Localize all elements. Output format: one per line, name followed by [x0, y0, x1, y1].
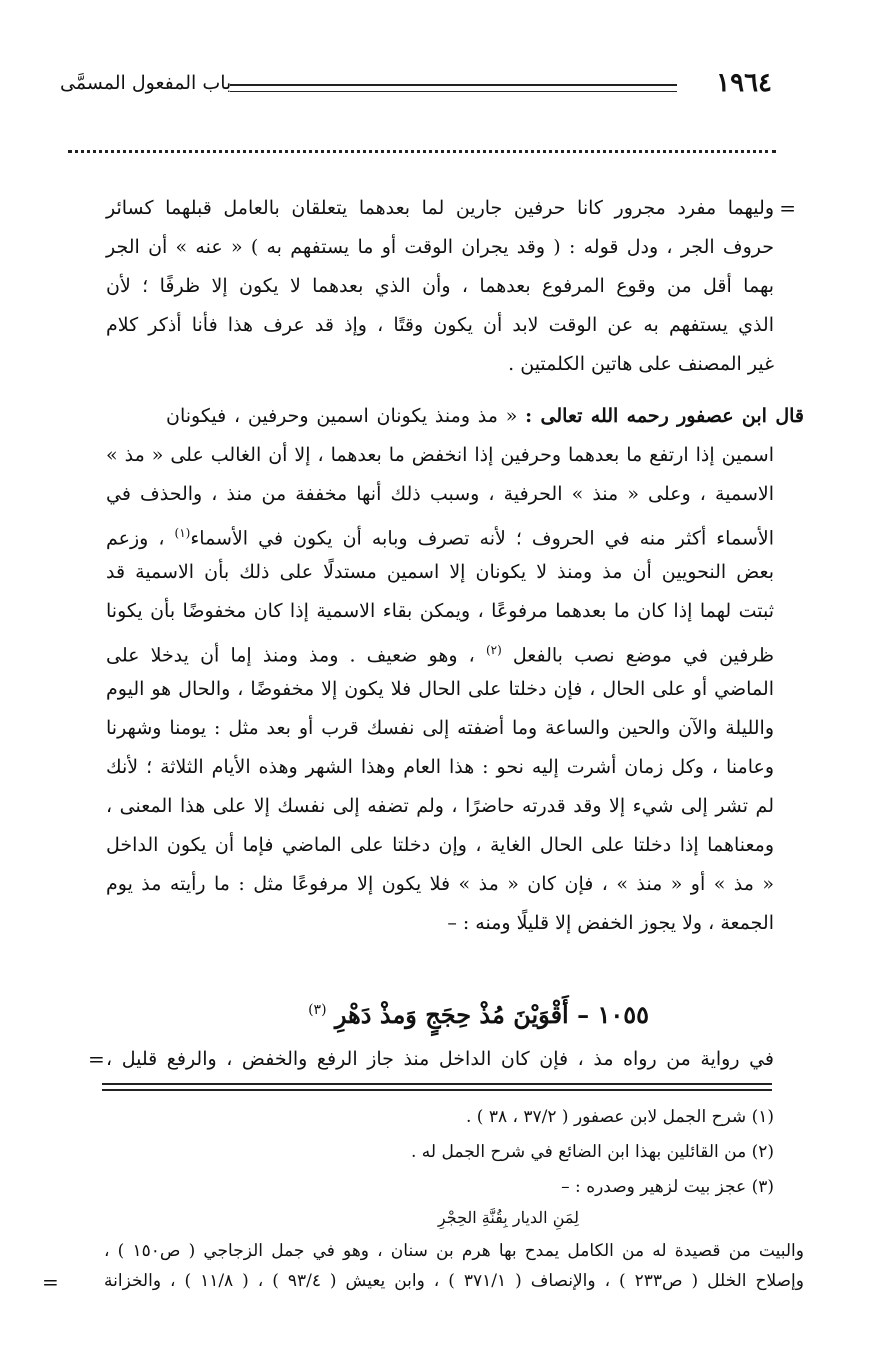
quote-first-line: قال ابن عصفور رحمه الله تعالى : « مذ ومنذ يكونان اسمين وحرفين ، فيكونان — [166, 405, 804, 427]
header-rule — [230, 84, 677, 92]
footnote-ref-1: (١) — [174, 526, 191, 540]
quote-line: الماضي أو على الحال ، فإن دخلتا على الحال فلا يكون إلا مخفوضًا ، والحال هو اليوم — [106, 678, 774, 700]
chapter-title: باب المفعول المسمَّى — [60, 72, 232, 94]
quote-line: ظرفين في موضع نصب بالفعل $^{(٢)}$ ، وهو ضعيف . ومذ ومنذ إما أن يدخلا على — [106, 643, 774, 667]
footnote-ref-2: (٢) — [485, 643, 502, 657]
quote-lead: قال ابن عصفور رحمه الله تعالى : — [525, 405, 804, 427]
continuation-mark: = — [779, 196, 796, 220]
quote-line: والليلة والآن والحين والساعة وما أضفته إلى نفسك قرب أو بعد مثل : يومنا وشهرنا — [106, 717, 774, 739]
quote-line: الاسمية ، وعلى « منذ » الحرفية ، وسبب ذلك أنها مخففة من منذ ، والحذف في — [106, 483, 774, 505]
quote-line: لم تشر إلى شيء إلا وقد قدرته حاضرًا ، ولم تضفه إلى نفسك إلا على هذا المعنى ، — [106, 795, 774, 817]
footnote-3: (٣) عجز بيت لزهير وصدره : – — [561, 1177, 774, 1197]
dotted-separator — [68, 150, 776, 153]
footnote-2: (٢) من القائلين بهذا ابن الضائع في شرح الجمل له . — [411, 1142, 774, 1162]
body-line: حروف الجر ، ودل قوله : ( وقد يجران الوقت أو ما يستفهم به ) « عنه » أن الجر — [106, 236, 774, 258]
after-verse-line: في رواية من رواه مذ ، فإن كان الداخل منذ جاز الرفع والخفض ، والرفع قليل ، = — [106, 1040, 774, 1078]
footnote-rule — [102, 1083, 772, 1085]
body-line: غير المصنف على هاتين الكلمتين . — [508, 353, 774, 375]
footnote-tail-line: وإصلاح الخلل ( ص٢٣٣ ) ، والإنصاف ( ٣٧١/١ ) ، وابن يعيش ( ٩٣/٤ ) ، ( ١١/٨ ) ، والخزانة — [104, 1271, 804, 1291]
verse-1055: ١٠٥٥ – أَقْوَيْنَ مُذْ حِجَجٍ وَمذْ دَهْرِ $^{(٣)}$ — [308, 1000, 649, 1029]
continuation-mark: = — [88, 1047, 105, 1071]
body-line: بهما أقل من وقوع المرفوع بعدهما ، وأن الذي بعدهما لا يكون إلا ظرفًا ؛ لأن — [106, 275, 774, 297]
footnote-rule — [102, 1089, 772, 1091]
quote-line: الجمعة ، ولا يجوز الخفض إلا قليلًا ومنه : – — [447, 912, 774, 934]
quote-line: اسمين إذا ارتفع ما بعدهما وحرفين إذا انخفض ما بعدهما ، إلا أن الغالب على « مذ » — [106, 444, 774, 466]
body-line: الذي يستفهم به عن الوقت لابد أن يكون وقتًا ، وإذ قد عرف هذا فأنا أذكر كلام — [106, 314, 774, 336]
footnote-ref-3: (٣) — [308, 1002, 327, 1018]
quote-line: بعض النحويين أن مذ ومنذ لا يكونان إلا اسمين مستدلًا على ذلك بأن الاسمية قد — [106, 561, 774, 583]
continuation-mark: = — [42, 1270, 59, 1294]
page-number: ١٩٦٤ — [716, 68, 772, 98]
footnote-1: (١) شرح الجمل لابن عصفور ( ٣٧/٢ ، ٣٨ ) . — [465, 1107, 774, 1127]
quote-line: ثبتت لهما إذا كان ما بعدهما مرفوعًا ، ويمكن بقاء الاسمية إذا كان مخفوضًا بأن يكونا — [106, 600, 774, 622]
quote-line: ومعناهما إذا دخلتا على الحال الغاية ، وإن دخلتا على الماضي فإما أن يكون الداخل — [106, 834, 774, 856]
quote-line: وعامنا ، وكل زمان أشرت إليه نحو : هذا العام وهذا الشهر وهذه الأيام الثلاثة ؛ لأنك — [106, 756, 774, 778]
quote-line: الأسماء أكثر منه في الحروف ؛ لأنه تصرف وبابه أن يكون في الأسماء$^{(١)}$ ، وزعم — [106, 526, 774, 550]
footnote-poem: لِمَنِ الديار بِقُنَّةِ الحِجْرِ — [437, 1208, 579, 1227]
footnote-tail-line: والبيت من قصيدة له من الكامل يمدح بها هرم بن سنان ، وهو في جمل الزجاجي ( ص١٥٠ ) ، — [104, 1241, 804, 1261]
body-line: وليهما مفرد مجرور كانا حرفين جارين لما بعدهما يتعلقان بالعامل قبلهما كسائر = — [106, 189, 774, 227]
quote-line: « مذ » أو « منذ » ، فإن كان « مذ » فلا يكون إلا مرفوعًا مثل : ما رأيته مذ يوم — [106, 873, 774, 895]
page-header — [60, 68, 772, 108]
